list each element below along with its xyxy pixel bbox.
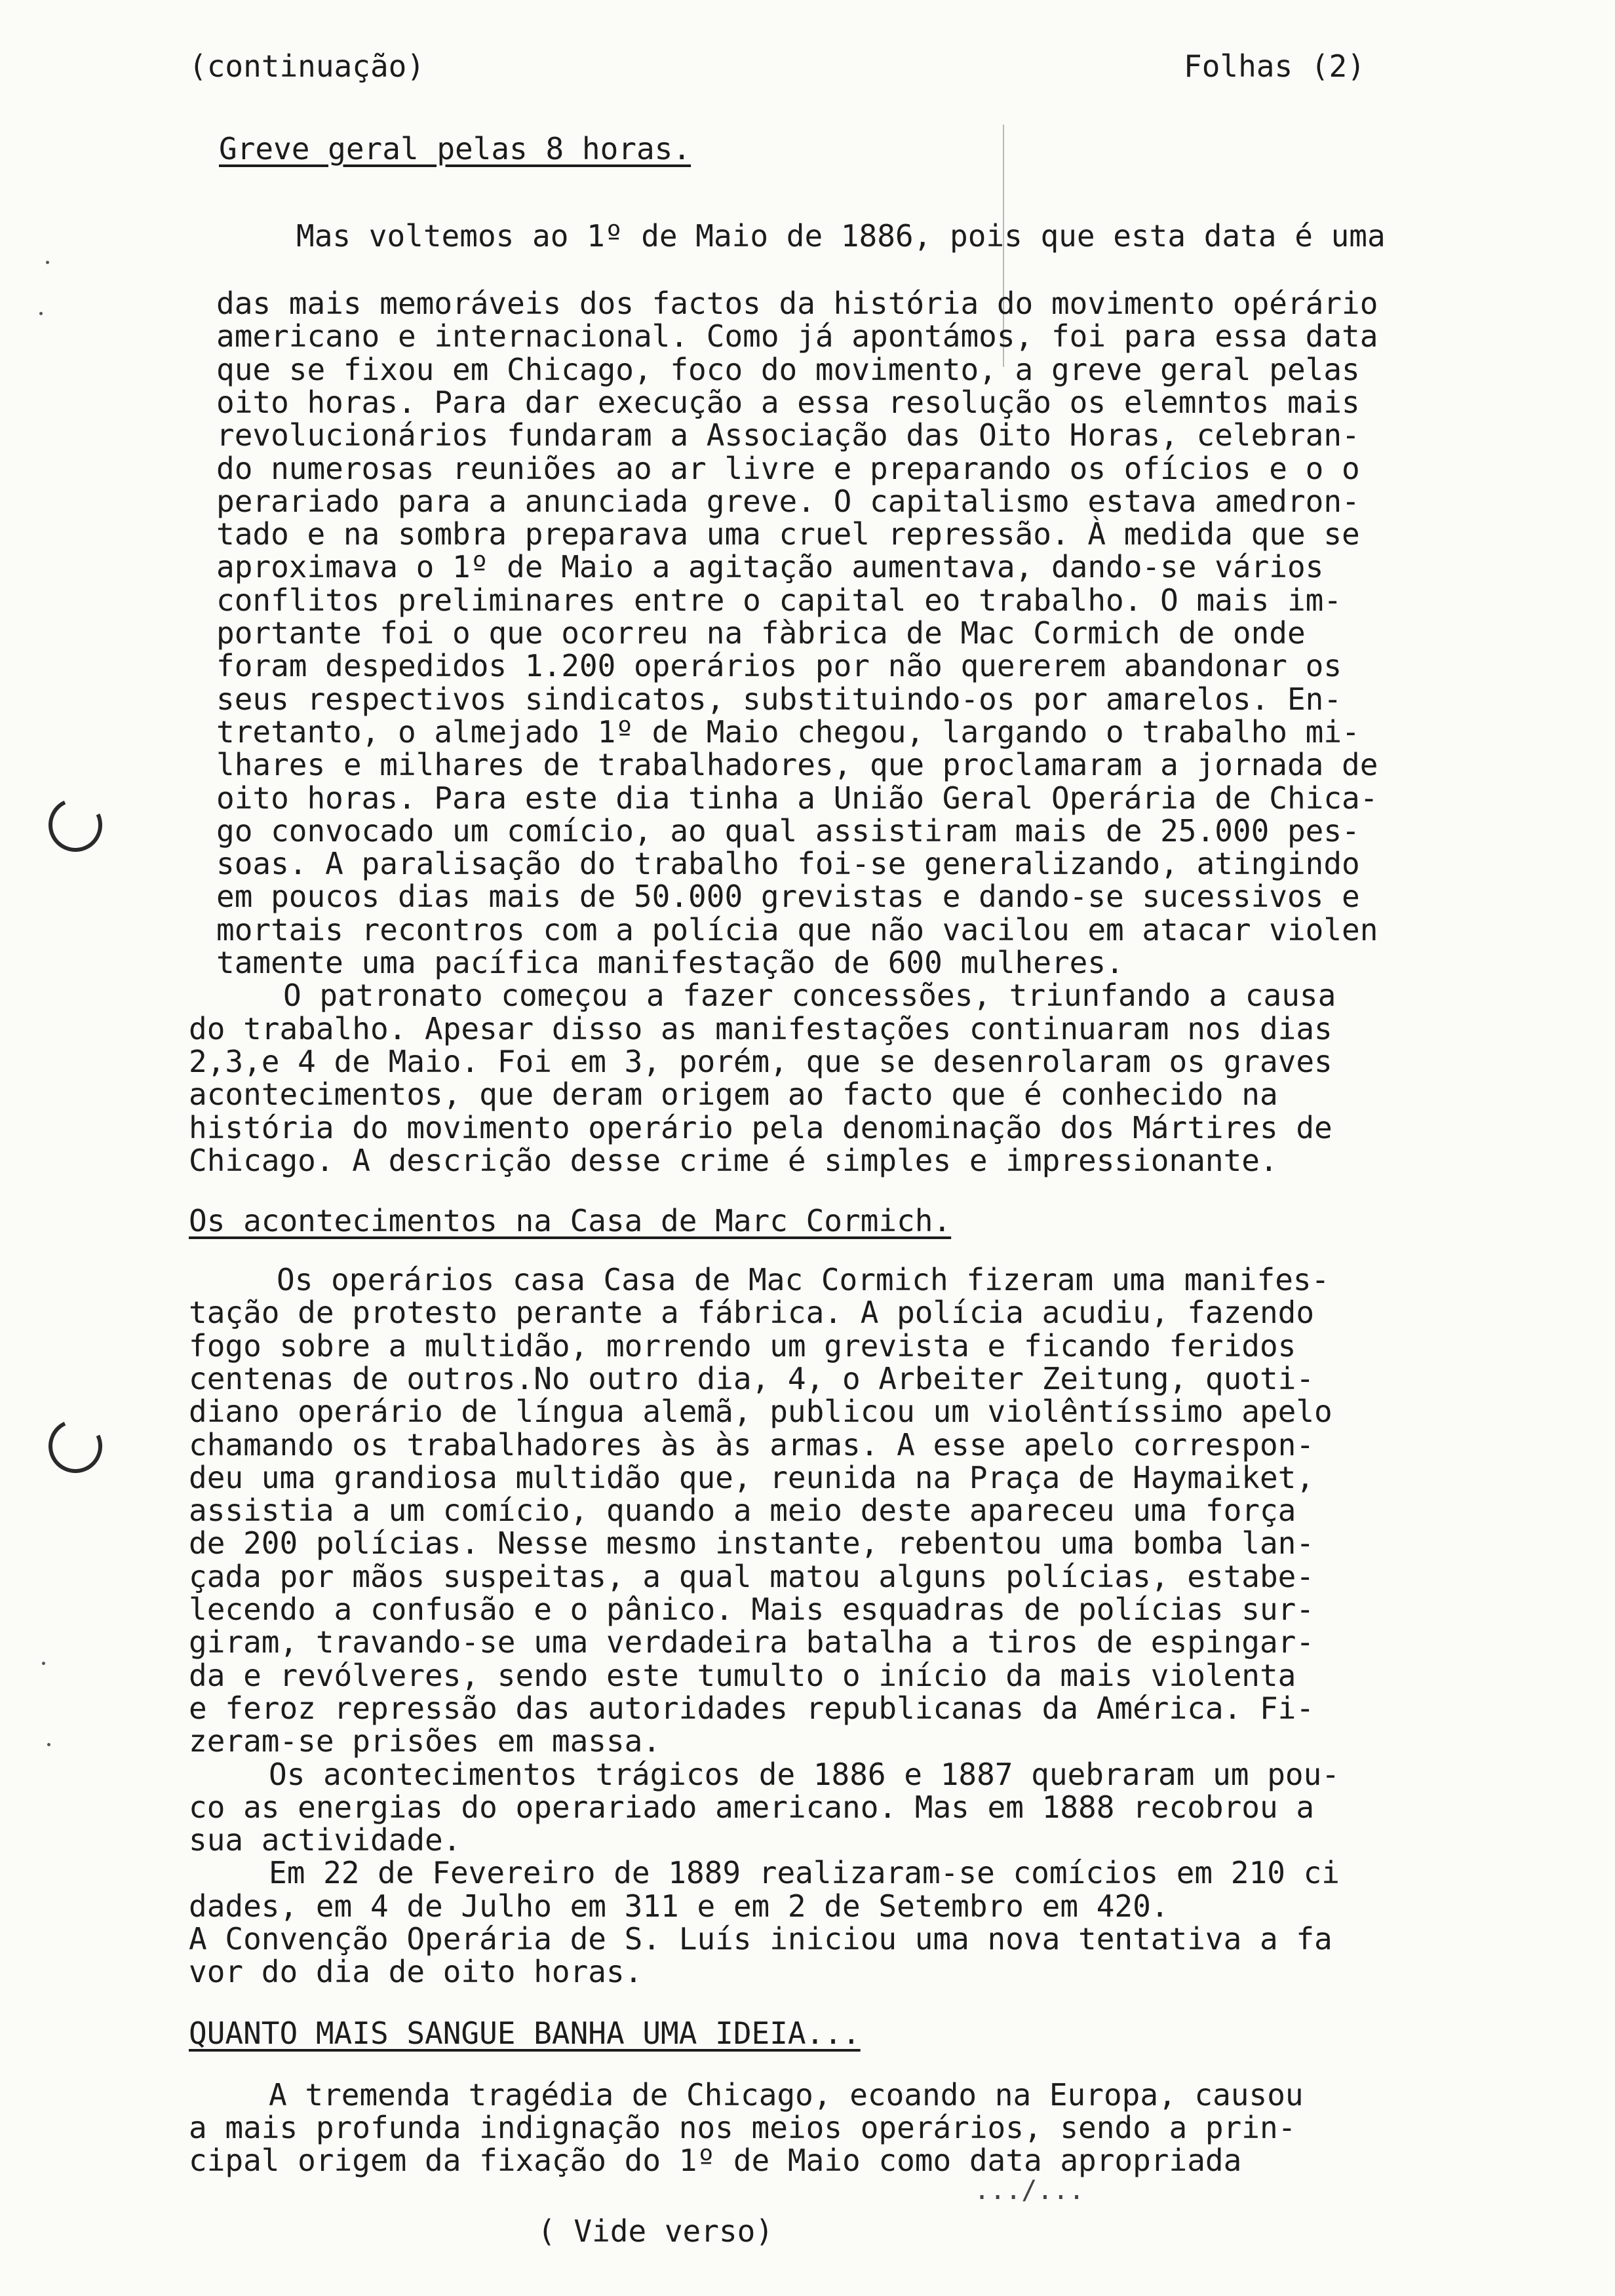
speck (46, 261, 49, 264)
text-line: co as energias do operariado americano. Mas em 1888 recobrou a (189, 1789, 1315, 1825)
section-title-mac-cormich: Os acontecimentos na Casa de Marc Cormich. (189, 1203, 952, 1238)
text-line: história do movimento operário pela denominação dos Mártires de (189, 1109, 1333, 1145)
text-line: a mais profunda indignação nos meios operários, sendo a prin- (189, 2110, 1296, 2145)
text-line: soas. A paralisação do trabalho foi-se generalizando, atingindo (216, 846, 1360, 882)
text-line: chamando os trabalhadores às às armas. A esse apelo correspon- (189, 1426, 1315, 1463)
text-line: tamente uma pacífica manifestação de 600 mulheres. (216, 945, 1124, 980)
footer-note: ( Vide verso) (537, 2213, 774, 2249)
text-line: de 200 polícias. Nesse mesmo instante, rebentou uma bomba lan- (189, 1525, 1315, 1561)
text-line: do trabalho. Apesar disso as manifestações continuaram nos dias (189, 1010, 1333, 1046)
continuation-mark: .../... (974, 2175, 1085, 2206)
text-line: Mas voltemos ao 1º de Maio de 1886, pois que esta data é uma (296, 218, 1386, 254)
text-line: sua actividade. (189, 1822, 461, 1858)
text-line: giram, travando-se uma verdadeira batalha a tiros de espingar- (189, 1624, 1315, 1660)
text-line: vor do dia de oito horas. (189, 1954, 643, 1990)
text-line: centenas de outros.No outro dia, 4, o Arbeiter Zeitung, quoti- (189, 1360, 1315, 1396)
punch-hole-icon (41, 1411, 109, 1480)
text-line: tação de protesto perante a fábrica. A polícia acudiu, fazendo (189, 1295, 1315, 1331)
text-line: O patronato começou a fazer concessões, triunfando a causa (283, 978, 1336, 1014)
header-continuation: (continuação) (189, 48, 425, 84)
text-line: diano operário de língua alemã, publicou um violêntíssimo apelo (189, 1394, 1333, 1430)
text-line: oito horas. Para este dia tinha a União Geral Operária de Chica- (216, 780, 1378, 816)
punch-hole-icon (41, 790, 109, 859)
text-line: A tremenda tragédia de Chicago, ecoando na Europa, causou (269, 2077, 1304, 2113)
text-line: da e revólveres, sendo este tumulto o início da mais violenta (189, 1657, 1296, 1693)
text-line: lhares e milhares de trabalhadores, que proclamaram a jornada de (216, 747, 1378, 783)
text-line: oito horas. Para dar execução a essa resolução os elemntos mais (216, 384, 1360, 420)
text-line: conflitos preliminares entre o capital eo trabalho. O mais im- (216, 582, 1342, 618)
text-line: go convocado um comício, ao qual assistiram mais de 25.000 pes- (216, 813, 1360, 849)
text-line: portante foi o que ocorreu na fàbrica de Mac Cormich de onde (216, 615, 1306, 651)
section-title-general-strike: Greve geral pelas 8 horas. (219, 131, 691, 166)
text-line: lecendo a confusão e o pânico. Mais esquadras de polícias sur- (189, 1592, 1315, 1627)
text-line: dades, em 4 de Julho em 311 e em 2 de Setembro em 420. (189, 1888, 1169, 1924)
text-line: americano e internacional. Como já apontámos, foi para essa data (216, 318, 1378, 354)
text-line: tretanto, o almejado 1º de Maio chegou, largando o trabalho mi- (216, 714, 1360, 750)
text-line: em poucos dias mais de 50.000 grevistas e dando-se sucessivos e (216, 879, 1360, 915)
text-line: aproximava o 1º de Maio a agitação aumentava, dando-se vários (216, 549, 1324, 585)
text-line: Os operários casa Casa de Mac Cormich fizeram uma manifes- (277, 1262, 1330, 1297)
text-line: Chicago. A descrição desse crime é simples e impressionante. (189, 1142, 1278, 1178)
section-title-blood-idea: QUANTO MAIS SANGUE BANHA UMA IDEIA... (189, 2016, 861, 2051)
text-line: çada por mãos suspeitas, a qual matou alguns polícias, estabe- (189, 1558, 1315, 1594)
text-line: mortais recontros com a polícia que não vacilou em atacar violen (216, 911, 1378, 947)
text-line: A Convenção Operária de S. Luís iniciou uma nova tentativa a fa (189, 1921, 1333, 1957)
speck (42, 1662, 45, 1665)
text-line: fogo sobre a multidão, morrendo um grevista e ficando feridos (189, 1328, 1296, 1364)
text-line: que se fixou em Chicago, foco do movimento, a greve geral pelas (216, 351, 1360, 387)
text-line: zeram-se prisões em massa. (189, 1723, 661, 1759)
text-line: Em 22 de Fevereiro de 1889 realizaram-se comícios em 210 ci (269, 1855, 1340, 1891)
header-sheet-number: Folhas (2) (1184, 48, 1365, 84)
text-line: 2,3,e 4 de Maio. Foi em 3, porém, que se desenrolaram os graves (189, 1043, 1333, 1079)
speck (47, 1743, 50, 1746)
text-line: acontecimentos, que deram origem ao facto que é conhecido na (189, 1077, 1278, 1113)
text-line: e feroz repressão das autoridades republicanas da América. Fi- (189, 1690, 1315, 1726)
text-line: revolucionários fundaram a Associação das Oito Horas, celebran- (216, 417, 1360, 453)
text-line: do numerosas reuniões ao ar livre e preparando os ofícios e o o (216, 450, 1360, 486)
text-line: seus respectivos sindicatos, substituindo-os por amarelos. En- (216, 681, 1342, 717)
text-line: assistia a um comício, quando a meio deste apareceu uma força (189, 1493, 1296, 1529)
speck (39, 312, 43, 315)
text-line: perariado para a anunciada greve. O capitalismo estava amedron- (216, 483, 1360, 519)
text-line: deu uma grandiosa multidão que, reunida na Praça de Haymaiket, (189, 1459, 1315, 1495)
text-line: das mais memoráveis dos factos da história do movimento opérário (216, 286, 1378, 321)
text-line: foram despedidos 1.200 operários por não quererem abandonar os (216, 648, 1342, 684)
text-line: Os acontecimentos trágicos de 1886 e 1887 quebraram um pou- (269, 1756, 1340, 1792)
text-line: tado e na sombra preparava uma cruel repressão. À medida que se (216, 516, 1360, 552)
text-line: cipal origem da fixação do 1º de Maio como data apropriada (189, 2143, 1242, 2178)
